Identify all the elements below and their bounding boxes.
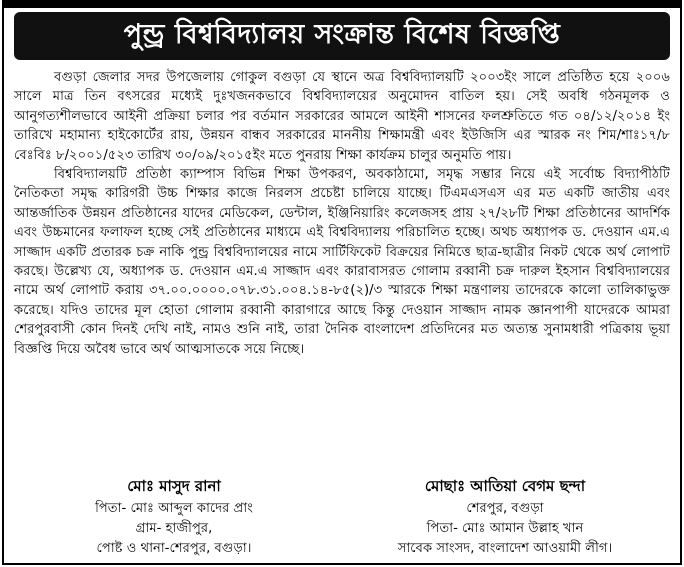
paragraph-2: বিশ্ববিদ্যালয়টি প্রতিষ্ঠা ক্যাম্পাস বিভিন্ন শিক্ষা উপকরণ, অবকাঠামো, সমৃদ্ধ সম্ভার নিয়ে এই সর্বোচ্চ বিদ্যাপীঠটি নৈতিকতা সমৃদ্ধ কারিগরী উচ্চ শিক্ষার কাজে নিরলস প্রচেষ্টা চালিয়ে যাচ্ছে। টিএমএসএস এর মত একটি জাতীয় এবং আন্তর্জাতিক উন্নয়ন প্রতিষ্ঠানের যাদের মেডিকেল, ডেন্টাল, ইঞ্জিনিয়ারিং কলেজসহ প্রায় ২৭/২৮টি শিক্ষা প্রতিষ্ঠানের আদর্শিক এবং উচ্চমানের ফলাফল হচ্ছে সেই প্রতিষ্ঠানের মাধ্যমে এই বিশ্ববিদ্যালয় পরিচালিত হচ্ছে। অথচ অধ্যাপক ড. দেওয়ান এম.এ সাজ্জাদ একটি প্রতারক চক্র নাকি পুন্ড্র বিশ্ববিদ্যালয়ের নামে সার্টিফিকেট বিক্রয়ের নিমিত্তে ছাত্র-ছাত্রীর নিকট থেকে অর্থ লোপাট করছে। উল্লেখ্য যে, অধ্যাপক ড. দেওয়ান এম.এ সাজ্জাদ এবং কারাবাসরত গোলাম রব্বানী চক্র দারুল ইহসান বিশ্ববিদ্যালয়ের নামে অর্থ লোপাট করায় ৩৭.০০.০০০০.০৭৮.৩১.০০৪.১৪-৮৫(২)/৩ স্মারকে শিক্ষা মন্ত্রণালয় তাদেরকে কালো তালিকাভুক্ত করেছে। যদিও তাদের মূল হোতা গোলাম রব্বানী কারাগারে আছে কিন্তু দেওয়ান সাজ্জাদ নামক জ্ঞানপাপী যাদেরকে আমরা শেরপুরবাসী কোন দিনই দেখি নাই, নামও শুনি নাই, তারা দৈনিক বাংলাদেশ প্রতিদিনের মত অত্যন্ত সুনামধারী পত্রিকায় ভূয়া বিজ্ঞপ্তি দিয়ে অবৈধ ভাবে অর্থ আত্মসাতকে সয়ে নিচ্ছে। bbox=[14, 167, 670, 357]
signatory-left bbox=[14, 476, 334, 562]
signatory-line: শেরপুর, বগুড়া bbox=[466, 501, 544, 516]
notice-title: পুন্ড্র বিশ্ববিদ্যালয় সংক্রান্ত বিশেষ বিজ্ঞপ্তি bbox=[14, 12, 670, 60]
signatory-line: সাবেক সাংসদ, বাংলাদেশ আওয়ামী লীগ। bbox=[397, 541, 613, 556]
signatory-name: মোঃ মাসুদ রানা bbox=[127, 477, 221, 495]
notice-panel bbox=[2, 0, 682, 565]
signatures bbox=[14, 476, 670, 562]
paragraph-1: বগুড়া জেলার সদর উপজেলায় গোকুল বগুড়া যে স্থানে অত্র বিশ্ববিদ্যালয়টি ২০০৩ইং সালে প্রতিষ্ঠিত হয়ে ২০০৬ সালে মাত্র তিন বৎসরের মধ্যেই দুঃখজনকভাবে বিশ্ববিদ্যালয়ের অনুমোদন বাতিল হয়। সেই অবধি গঠনমূলক ও আনুগত্যশীলভাবে আইনী প্রক্রিয়া চলার পর বর্তমান সরকারের আমলে আইনী শাসনের ফলশ্রুতিতে গত ০৪/১২/২০১৪ ইং তারিখে মহামান্য হাইকোর্টের রায়, উন্নয়ন বান্ধব সরকারের মাননীয় শিক্ষামন্ত্রী এবং ইউজিসি এর স্মারক নং শিম/শাঃ১৭/৮ বেঃবিঃ ৮/২০০১/৫২৩ তারিখ ৩০/০৯/২০১৫ইং মতে পুনরায় শিক্ষা কার্যক্রম চালুর অনুমতি পায়। bbox=[14, 70, 670, 163]
notice-body bbox=[14, 68, 670, 359]
signatory-right bbox=[340, 476, 670, 562]
signatory-line: পোষ্ট ও থানা-শেরপুর, বগুড়া। bbox=[96, 541, 252, 556]
signatory-line: গ্রাম- হাজীপুর, bbox=[135, 521, 213, 536]
signatory-line: পিতা- মোঃ আমান উল্লাহ খান bbox=[426, 521, 584, 536]
signatory-line: পিতা- মোঃ আব্দুল কাদের প্রাং bbox=[95, 501, 253, 516]
top-rule bbox=[4, 2, 680, 8]
signatory-name: মোছাঃ আতিয়া বেগম ছন্দা bbox=[424, 477, 586, 495]
